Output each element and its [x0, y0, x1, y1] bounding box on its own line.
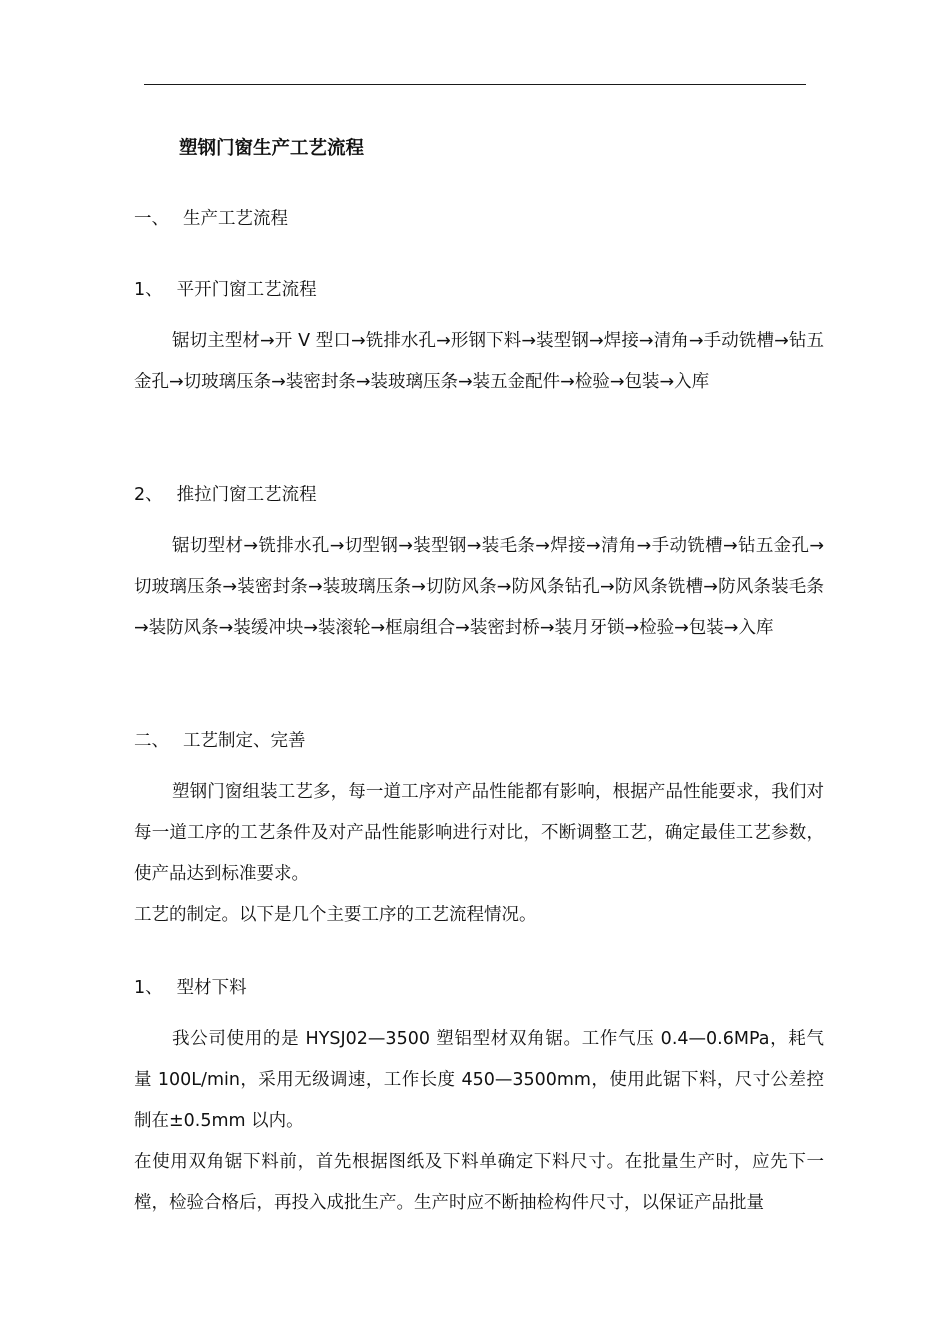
subheading-number: 2、 — [134, 485, 163, 505]
paragraph-casement-flow: 锯切主型材→开 V 型口→铣排水孔→形钢下料→装型钢→焊接→清角→手动铣槽→钻五金孔→切玻璃压条→装密封条→装玻璃压条→装五金配件→检验→包装→入库 — [134, 331, 824, 392]
subheading-number: 1、 — [134, 280, 163, 300]
document-title: 塑钢门窗生产工艺流程 — [179, 138, 365, 159]
paragraph-process-improvement: 塑钢门窗组装工艺多，每一道工序对产品性能都有影响，根据产品性能要求，我们对每一道工序的工艺条件及对产品性能影响进行对比，不断调整工艺，确定最佳工艺参数，使产品达到标准要求。 — [134, 782, 824, 884]
subheading-title: 平开门窗工艺流程 — [176, 280, 317, 300]
paragraph-process-intro: 工艺的制定。以下是几个主要工序的工艺流程情况。 — [134, 905, 537, 925]
section-heading-1 — [134, 207, 824, 231]
section-heading-2 — [134, 729, 824, 753]
subheading-number: 1、 — [134, 978, 163, 998]
paragraph-cutting-procedure: 在使用双角锯下料前，首先根据图纸及下料单确定下料尺寸。在批量生产时，应先下一樘，检验合格后，再投入成批生产。生产时应不断抽检构件尺寸，以保证产品批量 — [134, 1152, 824, 1213]
subheading-title: 型材下料 — [176, 978, 247, 998]
header-rule — [144, 84, 806, 85]
section-title: 工艺制定、完善 — [183, 731, 306, 751]
subheading-title: 推拉门窗工艺流程 — [176, 485, 317, 505]
section-title: 生产工艺流程 — [183, 209, 288, 229]
section-number: 二、 — [134, 731, 169, 751]
subheading-profile-cutting — [134, 976, 824, 1000]
paragraph-sliding-flow: 锯切型材→铣排水孔→切型钢→装型钢→装毛条→焊接→清角→手动铣槽→钻五金孔→切玻璃压条→装密封条→装玻璃压条→切防风条→防风条钻孔→防风条铣槽→防风条装毛条→装防风条→装缓冲块→装滚轮→框扇组合→装密封桥→装月牙锁→检验→包装→入库 — [134, 536, 824, 638]
paragraph-saw-specs: 我公司使用的是 HYSJ02—3500 塑铝型材双角锯。工作气压 0.4—0.6MPa，耗气量 100L/min，采用无级调速，工作长度 450—3500mm，使用此锯下料，尺寸公差控制在±0.5mm 以内。 — [134, 1029, 824, 1131]
section-number: 一、 — [134, 209, 169, 229]
subheading-casement — [134, 278, 824, 302]
subheading-sliding — [134, 483, 824, 507]
